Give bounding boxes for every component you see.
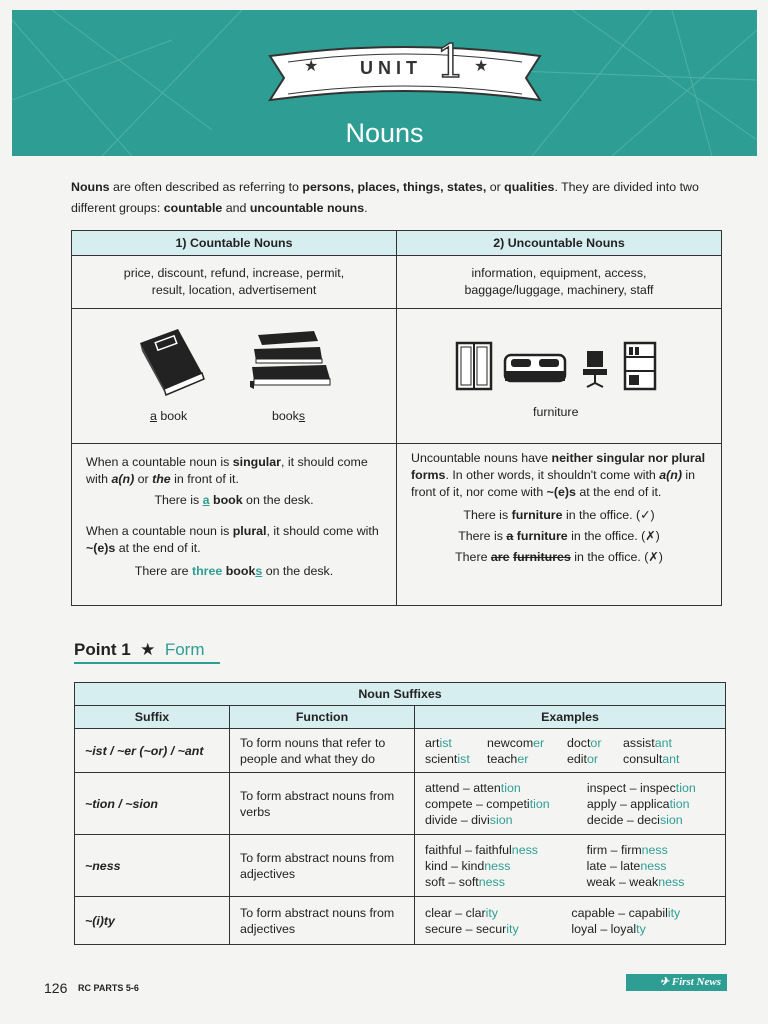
examples-cell	[415, 897, 726, 945]
intro-paragraph: Nouns are often described as referring to persons, places, things, states, or qualities. They are divided into two different groups: countable and uncountable nouns.	[71, 180, 699, 215]
book-icon	[134, 327, 206, 397]
example-word: firm – firmness	[586, 842, 668, 857]
example-word: soft – softness	[425, 874, 505, 889]
example-word: clear – clarity	[425, 905, 499, 920]
star-icon: ★	[304, 58, 319, 75]
unit-header	[12, 10, 757, 156]
caption-a-book: a book	[150, 409, 188, 423]
example-word: newcomer	[487, 735, 545, 750]
countable-header: 1) Countable Nouns	[72, 231, 397, 256]
example-word: editor	[567, 751, 599, 766]
uncountable-explanation: Uncountable nouns have neither singular nor plural forms. In other words, it shouldn't come with a(n) in front of it, nor come with ~(e)s at the end of it. There is furniture in the office. (✓) There is a furniture in the office. (✗) There are furnitures in the office. (✗)	[397, 444, 722, 606]
example-word: faithful – faithfulness	[425, 842, 538, 857]
table-row: ~ness To form abstract nouns from adjectives faithful – faithfulness firm – firmness kind – kindness late – lateness soft – softness weak – weakness	[75, 835, 726, 897]
uncountable-header: 2) Uncountable Nouns	[397, 231, 722, 256]
suffix-table-title: Noun Suffixes	[75, 683, 726, 706]
example-word: loyal – loyalty	[571, 921, 646, 936]
example-word: apply – application	[586, 796, 690, 811]
furniture-icon	[455, 341, 665, 393]
noun-suffix-table	[74, 682, 726, 945]
unit-number: 1	[436, 34, 466, 88]
example-word: late – lateness	[586, 858, 667, 873]
example-incorrect-2: There are furnitures in the office. (✗)	[455, 550, 663, 564]
point-heading: Point 1 ★ Form	[74, 640, 205, 659]
example-word: artist	[425, 735, 452, 750]
uncountable-illustrations	[397, 309, 722, 444]
example-word: teacher	[487, 751, 529, 766]
star-icon: ★	[140, 640, 156, 659]
examples-cell	[415, 729, 726, 773]
example-word: consultant	[623, 751, 680, 766]
example-word: scientist	[425, 751, 470, 766]
uncountable-words: information, equipment, access, baggage/luggage, machinery, staff	[397, 256, 722, 309]
page-number: 126	[44, 980, 68, 996]
table-row: ~ist / ~er (~or) / ~ant To form nouns that refer to people and what they do artist newcomer doctor assistant scientist teacher editor consultant	[75, 729, 726, 773]
point-underline	[74, 662, 220, 664]
unit-label: UNIT	[360, 58, 422, 78]
plane-icon: ✈	[659, 976, 672, 988]
example-plural: There are three books on the desk.	[134, 564, 334, 578]
section-label: RC PARTS 5-6	[78, 983, 139, 993]
example-word: attend – attention	[425, 780, 521, 795]
star-icon: ★	[474, 58, 489, 75]
countable-explanation: When a countable noun is singular, it should come with a(n) or the in front of it. There is a book on the desk. When a countable noun is plural, it should come with ~(e)s at the end of it. There are three books on the desk.	[72, 444, 397, 606]
example-word: kind – kindness	[425, 858, 511, 873]
example-word: inspect – inspection	[586, 780, 696, 795]
example-word: assistant	[623, 735, 672, 750]
example-word: weak – weakness	[586, 874, 685, 889]
suffix-header: Suffix	[75, 706, 230, 729]
table-row: ~(i)ty To form abstract nouns from adjectives clear – clarity capable – capability secure – security loyal – loyalty	[75, 897, 726, 945]
publisher-logo: ✈ First News	[626, 974, 727, 991]
table-row: ~tion / ~sion To form abstract nouns from verbs attend – attention inspect – inspection compete – competition apply – application divide – division decide – decision	[75, 773, 726, 835]
example-word: compete – competition	[425, 796, 550, 811]
example-word: divide – division	[425, 812, 513, 827]
noun-types-table	[71, 230, 722, 606]
caption-books: books	[272, 409, 306, 423]
example-word: decide – decision	[586, 812, 683, 827]
function-header: Function	[230, 706, 415, 729]
example-word: capable – capability	[571, 905, 681, 920]
caption-furniture: furniture	[533, 405, 579, 419]
example-singular: There is a book on the desk.	[154, 493, 314, 507]
countable-illustrations	[72, 309, 397, 444]
countable-words: price, discount, refund, increase, permit, result, location, advertisement	[72, 256, 397, 309]
page-title: Nouns	[345, 118, 424, 148]
example-word: secure – security	[425, 921, 519, 936]
examples-header: Examples	[415, 706, 726, 729]
example-incorrect-1: There is a furniture in the office. (✗)	[458, 529, 660, 543]
examples-cell	[415, 773, 726, 835]
examples-cell	[415, 835, 726, 897]
example-correct: There is furniture in the office. (✓)	[463, 508, 655, 522]
example-word: doctor	[567, 735, 602, 750]
books-icon	[250, 331, 334, 393]
